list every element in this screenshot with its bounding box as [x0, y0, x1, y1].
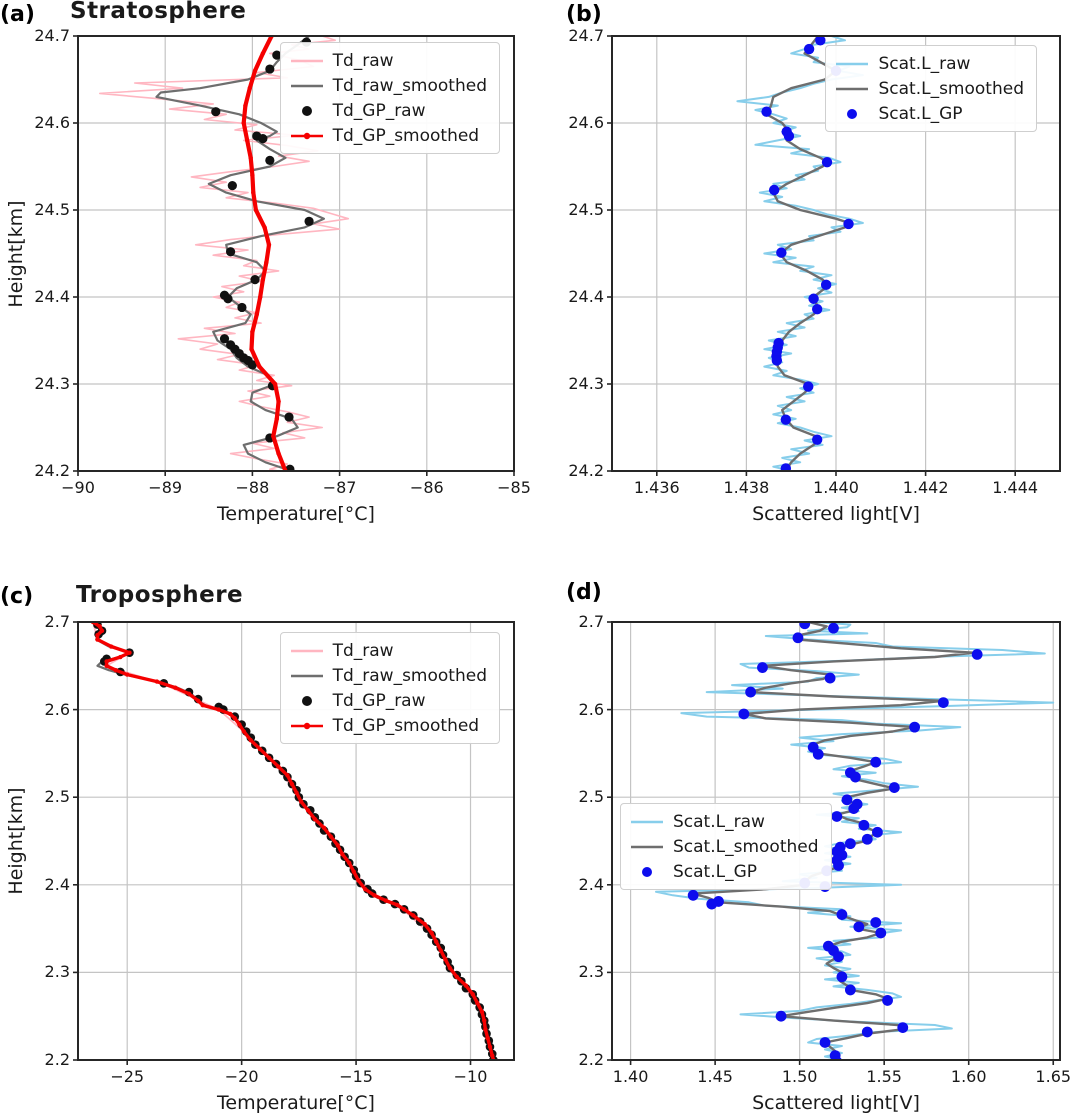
panel-a: [0, 0, 540, 560]
y-tick-label: 24.5: [568, 200, 604, 219]
marker: [155, 679, 159, 683]
y-tick-label: 2.2: [44, 1050, 70, 1069]
legend-entry: [289, 663, 487, 688]
legend-label: Td_raw_smoothed: [332, 665, 487, 686]
legend-label: Scat.L_smoothed: [673, 836, 819, 857]
y-tick-label: 24.2: [34, 461, 70, 480]
marker: [253, 69, 257, 73]
x-tick-label: 1.65: [1035, 1067, 1072, 1086]
marker: [275, 417, 279, 421]
legend-entry: [834, 76, 1024, 101]
x-axis-label: Scattered light[V]: [752, 503, 920, 525]
legend: [620, 803, 832, 890]
marker: [248, 156, 252, 160]
y-tick-label: 24.4: [568, 287, 604, 306]
x-axis-label: Temperature[°C]: [217, 1092, 375, 1114]
x-tick-label: 1.440: [813, 478, 859, 497]
marker: [125, 672, 129, 676]
marker: [434, 940, 438, 944]
legend-label: Td_raw_smoothed: [332, 75, 487, 96]
marker: [290, 782, 294, 786]
y-tick-label: 24.5: [34, 200, 70, 219]
marker: [488, 1045, 492, 1049]
y-tick-label: 24.6: [568, 113, 604, 132]
legend-entry: [834, 51, 1024, 76]
marker: [258, 295, 262, 299]
legend-label: Td_GP_raw: [332, 100, 426, 121]
marker: [267, 756, 271, 760]
legend-entry: [629, 834, 819, 859]
marker: [480, 1010, 484, 1014]
y-tick-label: 24.4: [34, 287, 70, 306]
legend-label: Scat.L_GP: [878, 103, 963, 124]
y-axis-label: Height[km]: [5, 787, 27, 895]
marker: [340, 852, 344, 856]
x-tick-label: −88: [235, 478, 270, 497]
y-tick-label: 24.3: [568, 374, 604, 393]
legend-line-swatch-icon: [289, 51, 325, 71]
marker: [352, 869, 356, 873]
legend-line-swatch-icon: [289, 126, 325, 146]
y-tick-label: 2.3: [44, 962, 70, 982]
legend-line-swatch-icon: [289, 641, 325, 661]
marker: [228, 712, 232, 716]
marker: [273, 382, 277, 386]
legend-line-swatch-icon: [834, 79, 870, 99]
marker: [114, 668, 118, 672]
legend-entry: [629, 809, 819, 834]
marker: [261, 277, 265, 281]
x-tick-label: −25: [110, 1067, 145, 1086]
legend-line-swatch-icon: [289, 666, 325, 686]
legend-label: Scat.L_raw: [878, 53, 971, 74]
y-tick-label: 24.3: [34, 374, 70, 393]
marker: [423, 922, 427, 926]
y-tick-label: 2.5: [578, 787, 604, 807]
marker: [372, 893, 376, 897]
marker: [251, 190, 255, 194]
y-axis-label: Height[km]: [5, 199, 27, 308]
marker: [411, 913, 415, 917]
y-tick-label: 2.3: [578, 962, 604, 982]
legend-dot-swatch-icon: [629, 862, 665, 882]
legend-entry: [629, 859, 819, 884]
marker: [356, 878, 360, 882]
x-tick-label: −20: [224, 1067, 259, 1086]
panel-label-d: (d): [566, 580, 602, 605]
marker: [118, 655, 122, 659]
marker: [258, 747, 262, 751]
marker: [187, 692, 191, 696]
marker: [483, 1027, 487, 1031]
marker: [233, 716, 237, 720]
legend-line-swatch-icon: [834, 54, 870, 74]
legend-label: Td_raw: [332, 640, 394, 661]
marker: [98, 624, 102, 628]
legend-label: Scat.L_smoothed: [878, 78, 1024, 99]
marker: [276, 399, 280, 403]
y-tick-label: 24.2: [568, 461, 604, 480]
y-tick-label: 24.7: [34, 26, 70, 45]
marker: [245, 138, 249, 142]
marker: [299, 799, 303, 803]
marker: [384, 898, 388, 902]
legend-entry: [289, 48, 487, 73]
x-tick-label: 1.436: [633, 478, 680, 497]
y-tick-label: 2.6: [578, 699, 604, 719]
x-tick-label: −86: [409, 478, 444, 497]
x-tick-label: −90: [61, 478, 95, 497]
marker: [95, 637, 99, 641]
panel-b: [540, 0, 1080, 560]
marker: [95, 633, 99, 637]
marker: [104, 659, 108, 663]
x-tick-label: 1.442: [902, 478, 949, 497]
marker: [455, 975, 459, 979]
legend-line-swatch-icon: [289, 76, 325, 96]
marker: [439, 948, 443, 952]
marker: [237, 722, 241, 726]
marker: [261, 51, 265, 55]
marker: [276, 451, 280, 455]
marker: [248, 86, 252, 90]
panel-title-troposphere: Troposphere: [76, 582, 244, 608]
y-tick-label: 24.7: [568, 26, 604, 45]
marker: [482, 1018, 486, 1022]
x-tick-label: 1.438: [723, 478, 770, 497]
y-tick-label: 24.6: [34, 113, 70, 132]
panel-label-b: (b): [566, 2, 602, 27]
marker: [294, 791, 298, 795]
marker: [257, 364, 261, 368]
marker: [322, 826, 326, 830]
marker: [243, 103, 247, 107]
marker: [217, 707, 221, 711]
marker: [329, 834, 333, 838]
marker: [173, 686, 177, 690]
x-tick-label: 1.45: [697, 1067, 733, 1086]
marker: [429, 931, 433, 935]
marker: [242, 729, 246, 733]
legend-label: Td_GP_smoothed: [332, 125, 480, 146]
marker: [262, 225, 266, 229]
legend-label: Scat.L_raw: [673, 811, 765, 832]
marker: [250, 173, 254, 177]
panel-d: [540, 560, 1080, 1117]
x-axis-label: Temperature[°C]: [217, 503, 375, 525]
marker: [254, 208, 258, 212]
y-tick-label: 2.4: [44, 874, 70, 894]
marker: [267, 243, 271, 247]
x-tick-label: −89: [148, 478, 183, 497]
marker: [402, 907, 406, 911]
marker: [241, 121, 245, 125]
x-tick-label: −87: [322, 478, 357, 497]
x-tick-label: 1.60: [950, 1067, 987, 1086]
marker: [249, 738, 253, 742]
panel-label-c: (c): [0, 584, 34, 609]
marker: [127, 650, 131, 654]
panel-label-a: (a): [0, 2, 35, 27]
marker: [443, 957, 447, 961]
x-tick-label: 1.40: [612, 1067, 649, 1086]
legend-entry: [834, 101, 1024, 126]
marker: [271, 434, 275, 438]
legend: [825, 45, 1037, 132]
x-tick-label: 1.50: [781, 1067, 818, 1086]
marker: [306, 808, 310, 812]
y-tick-label: 2.2: [578, 1050, 604, 1069]
marker: [313, 817, 317, 821]
marker: [250, 330, 254, 334]
legend-line-swatch-icon: [289, 716, 325, 736]
marker: [490, 1053, 494, 1057]
legend-entry: [289, 638, 487, 663]
marker: [276, 764, 280, 768]
x-axis-label: Scattered light[V]: [752, 1092, 920, 1114]
marker: [255, 312, 259, 316]
marker: [363, 887, 367, 891]
y-tick-label: 2.6: [44, 699, 70, 719]
y-tick-label: 2.7: [44, 612, 70, 631]
legend-label: Td_GP_raw: [332, 690, 426, 711]
marker: [448, 966, 452, 970]
marker: [347, 861, 351, 865]
y-tick-label: 2.7: [578, 612, 604, 631]
marker: [336, 843, 340, 847]
marker: [464, 983, 468, 987]
marker: [485, 1036, 489, 1040]
marker: [109, 644, 113, 648]
panel-title-stratosphere: Stratosphere: [70, 0, 247, 24]
legend-entry: [289, 713, 487, 738]
marker: [395, 903, 399, 907]
legend-label: Td_raw: [332, 50, 394, 71]
x-tick-label: −15: [339, 1067, 373, 1086]
legend: [280, 42, 500, 154]
legend-label: Scat.L_GP: [673, 861, 758, 882]
legend: [280, 632, 500, 744]
marker: [264, 260, 268, 264]
panel-c: [0, 560, 540, 1117]
legend-entry: [289, 688, 487, 713]
marker: [471, 992, 475, 996]
marker: [475, 1001, 479, 1005]
marker: [100, 629, 104, 633]
x-tick-label: 1.444: [992, 478, 1039, 497]
legend-entry: [289, 123, 487, 148]
legend-line-swatch-icon: [629, 812, 665, 832]
legend-entry: [289, 73, 487, 98]
marker: [104, 664, 108, 668]
legend-dot-swatch-icon: [289, 101, 325, 121]
x-tick-label: −10: [453, 1067, 488, 1086]
marker: [196, 699, 200, 703]
legend-label: Td_GP_smoothed: [332, 715, 480, 736]
x-tick-label: 1.55: [866, 1067, 902, 1086]
y-tick-label: 2.5: [44, 787, 70, 807]
x-tick-label: −85: [497, 478, 531, 497]
marker: [201, 703, 205, 707]
legend-line-swatch-icon: [629, 837, 665, 857]
marker: [249, 347, 253, 351]
marker: [285, 773, 289, 777]
legend-dot-swatch-icon: [834, 104, 870, 124]
legend-entry: [289, 98, 487, 123]
y-tick-label: 2.4: [578, 874, 604, 894]
legend-dot-swatch-icon: [289, 691, 325, 711]
